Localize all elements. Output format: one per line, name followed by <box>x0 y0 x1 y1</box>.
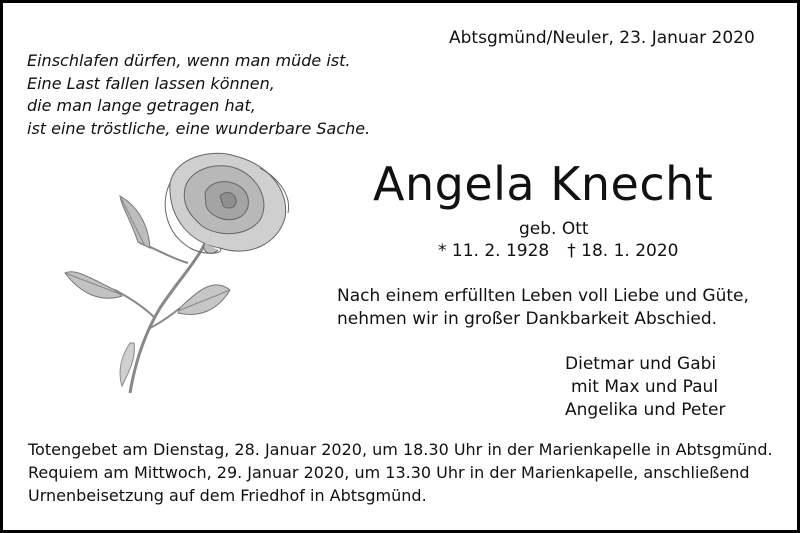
family-list <box>565 353 725 422</box>
birth-date: * 11. 2. 1928 <box>438 241 550 261</box>
service-info <box>28 438 773 507</box>
place-date: Abtsgmünd/Neuler, 23. Januar 2020 <box>449 28 755 48</box>
poem-line: ist eine tröstliche, eine wunderbare Sache. <box>27 118 371 138</box>
farewell-message <box>337 285 749 331</box>
life-dates <box>438 241 678 261</box>
poem-line: Einschlafen dürfen, wenn man müde ist. <box>27 51 351 70</box>
poem-line: Eine Last fallen lassen können, <box>27 73 275 93</box>
message-line: Nach einem erfüllten Leben voll Liebe und Güte, <box>337 286 749 306</box>
family-line: mit Max und Paul <box>571 377 719 397</box>
family-line: Dietmar und Gabi <box>565 354 717 374</box>
deceased-name: Angela Knecht <box>373 157 714 211</box>
poem-line: die man lange getragen hat, <box>27 96 256 115</box>
maiden-name: geb. Ott <box>519 219 589 239</box>
service-line: Totengebet am Dienstag, 28. Januar 2020, um 18.30 Uhr in der Marienkapelle in Abtsgmünd. <box>28 440 773 459</box>
service-line: Urnenbeisetzung auf dem Friedhof in Abtsgmünd. <box>28 486 427 505</box>
poem <box>27 50 370 140</box>
rose-image <box>60 148 300 408</box>
message-line: nehmen wir in großer Dankbarkeit Abschied. <box>337 309 718 329</box>
death-date: † 18. 1. 2020 <box>567 241 679 261</box>
service-line: Requiem am Mittwoch, 29. Januar 2020, um 13.30 Uhr in der Marienkapelle, anschließend <box>28 463 750 482</box>
family-line: Angelika und Peter <box>565 400 726 420</box>
